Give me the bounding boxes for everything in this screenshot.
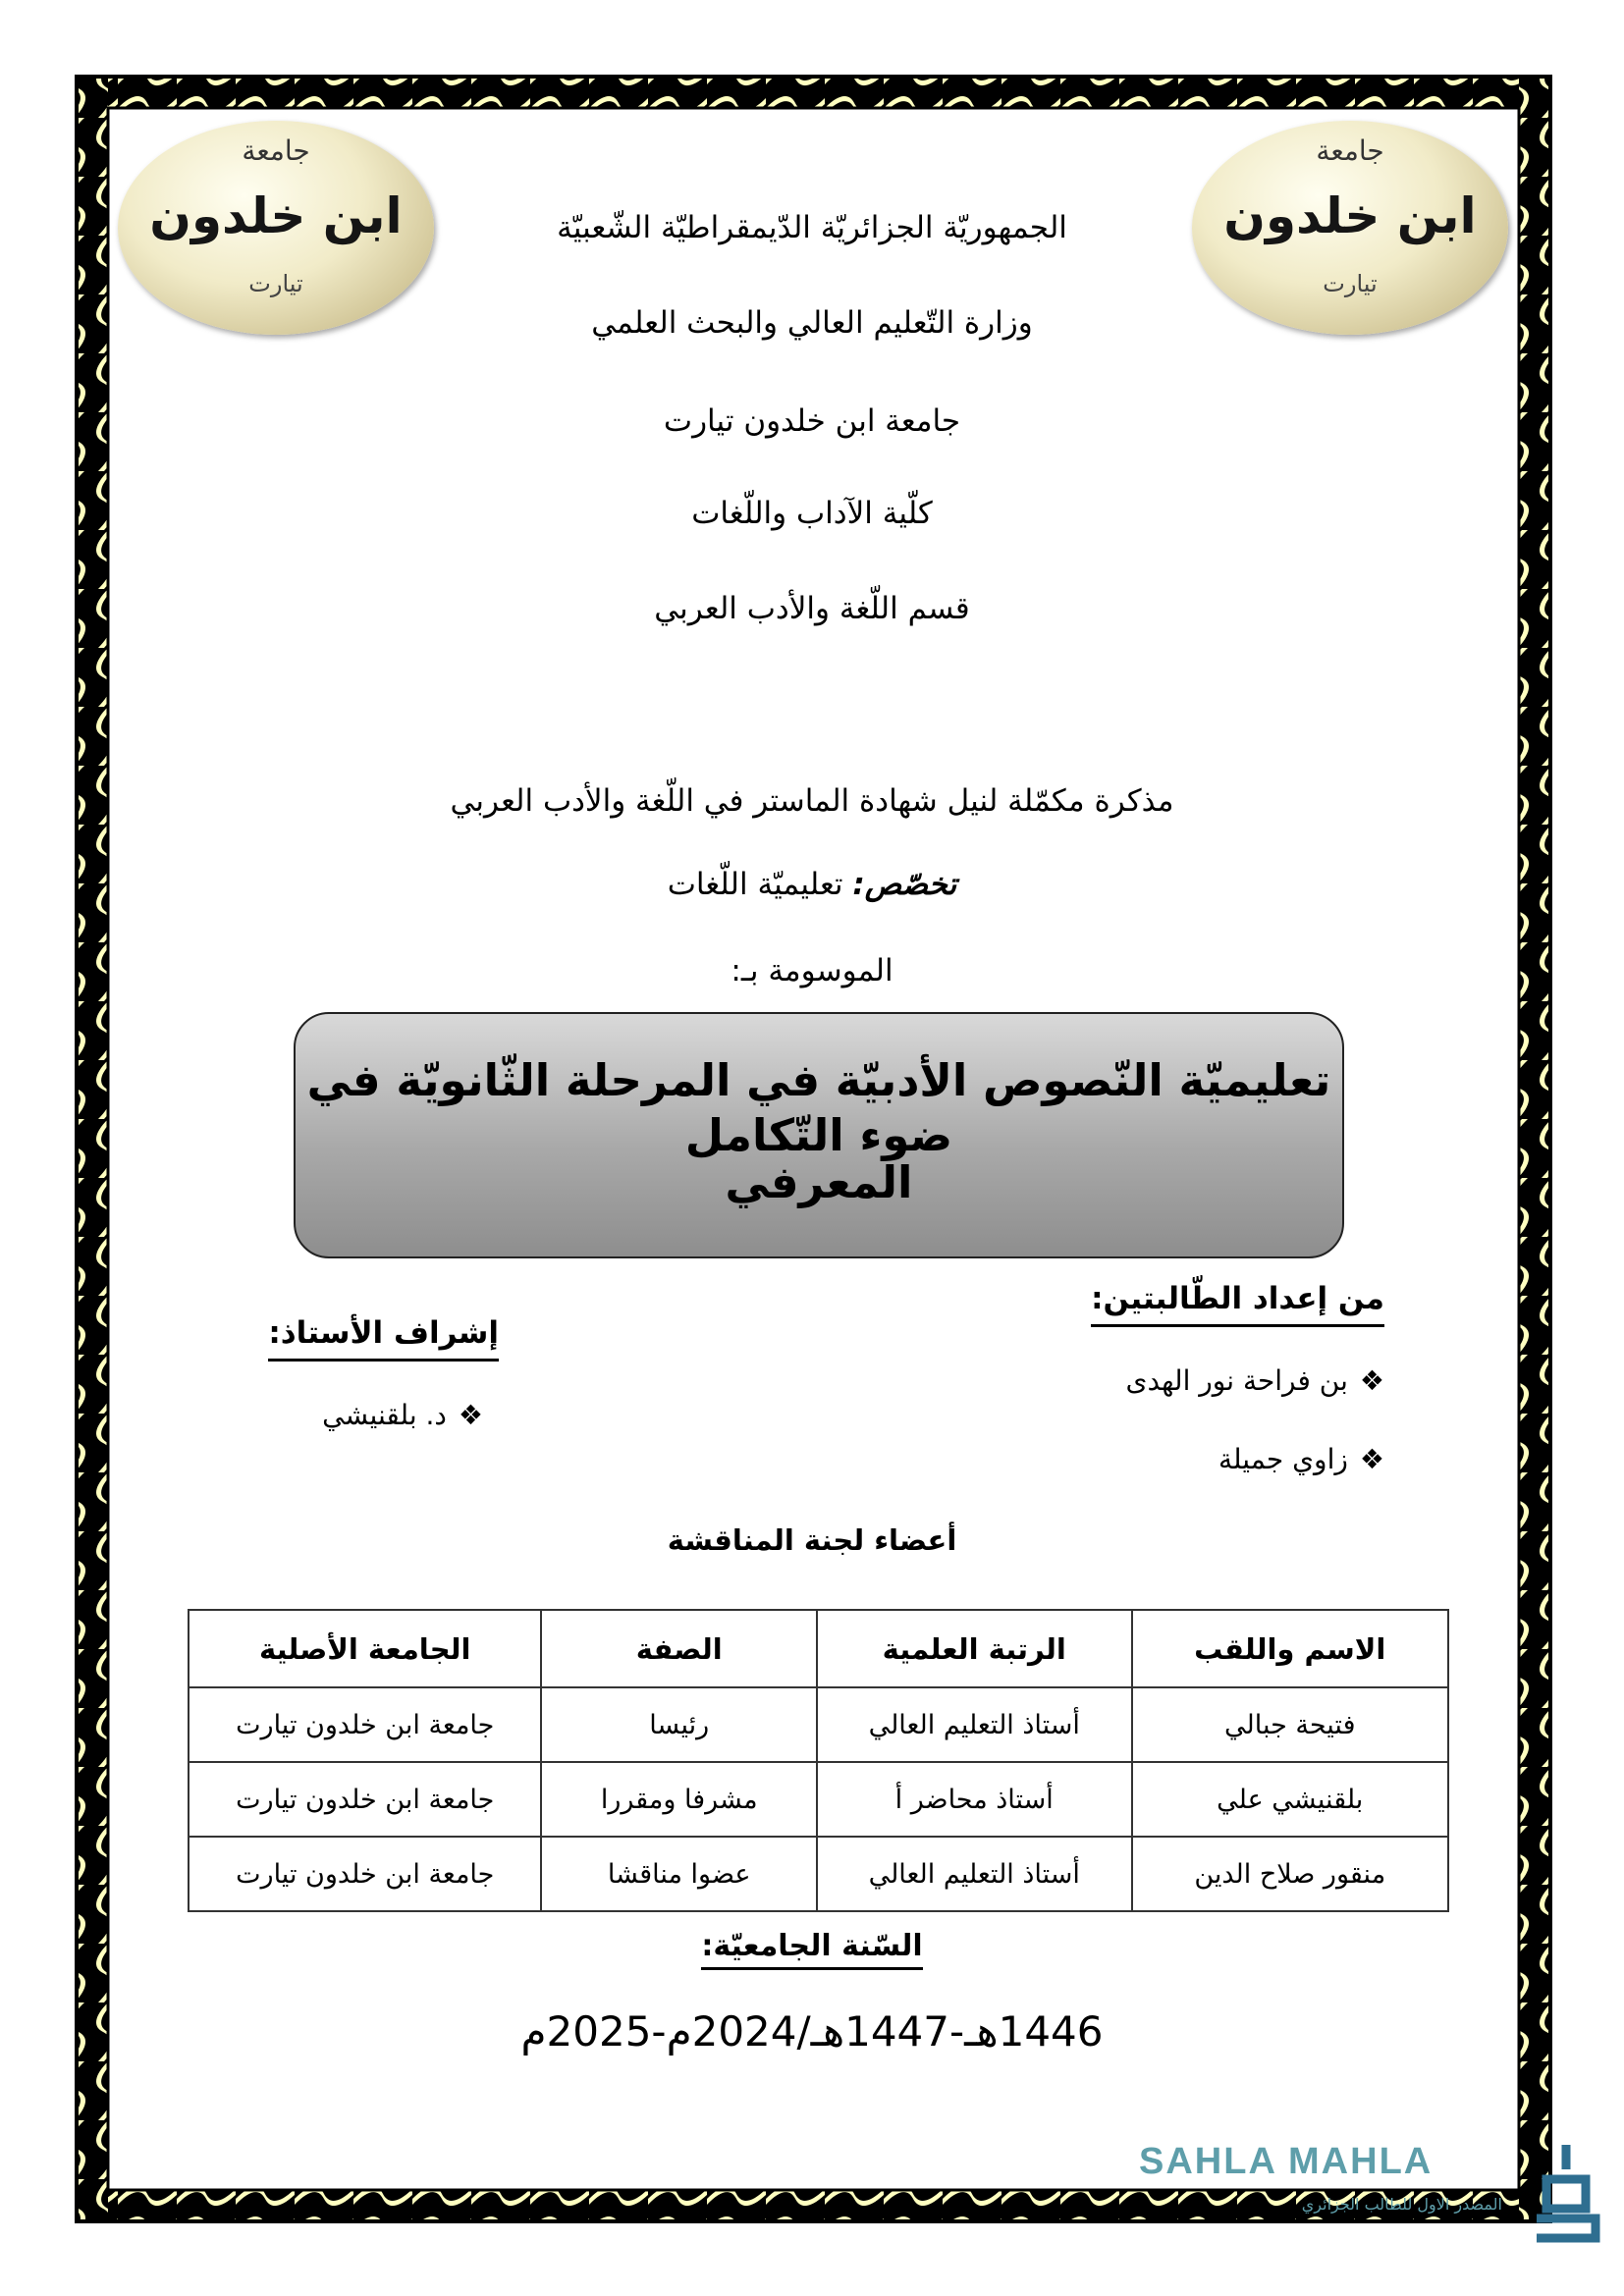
column-header: الرتبة العلمية [817,1610,1132,1687]
bullet-icon: ❖ [1359,1364,1384,1397]
watermark-logo-icon [1527,2140,1605,2248]
logo-text-main: ابن خلدون [149,187,403,244]
header-faculty: كلّية الآداب واللّغات [691,496,933,531]
supervisor-heading: إشراف الأستاذ: [268,1313,499,1362]
member-name: بلقنيشي علي [1132,1762,1449,1837]
student-name-1 [1126,1362,1384,1400]
student-name: زاوي جميلة [1218,1443,1348,1475]
supervisor-name-text: د. بلقنيشي [322,1399,447,1431]
logo-text-top: جامعة [242,134,310,167]
thesis-title-box [294,1012,1344,1258]
supervisor-name [322,1397,483,1434]
student-name: بن فراحة نور الهدى [1125,1364,1348,1397]
academic-year-label: السّنة الجامعيّة: [701,1929,922,1970]
member-role: رئيسا [541,1687,817,1762]
specialty-value: تعليميّة اللّغات [667,867,843,902]
column-header: الاسم واللقب [1132,1610,1449,1687]
titled-label: الموسومة بـ: [731,953,893,988]
watermark-brand: SAHLA MAHLA [1139,2141,1434,2182]
column-header: الصفة [541,1610,817,1687]
specialty-line [0,863,1624,906]
table-row [189,1687,1448,1762]
logo-text-bottom: تيارت [1323,270,1378,297]
header-department: قسم اللّغة والأدب العربي [654,591,970,626]
watermark-tagline: المصدر الاول للطالب الجزائري [1301,2195,1502,2214]
table-row [189,1762,1448,1837]
memo-line: مذكرة مكمّلة لنيل شهادة الماستر في اللّغة والأدب العربي [450,783,1174,819]
committee-table [188,1609,1449,1912]
member-role: عضوا مناقشا [541,1837,817,1911]
member-university: جامعة ابن خلدون تيارت [189,1837,541,1911]
table-header-row [189,1610,1448,1687]
committee-heading: أعضاء لجنة المناقشة [667,1523,957,1557]
academic-year-heading-wrap [0,1924,1624,1968]
academic-year-value: 1446هـ-1447هـ/2024م-2025م [520,2007,1104,2056]
header-republic: الجمهوريّة الجزائريّة الدّيمقراطيّة الشّعبيّة [557,210,1067,245]
thesis-title-line2: المعرفي [725,1156,913,1208]
table-row [189,1837,1448,1911]
member-role: مشرفا ومقررا [541,1762,817,1837]
member-university: جامعة ابن خلدون تيارت [189,1687,541,1762]
member-university: جامعة ابن خلدون تيارت [189,1762,541,1837]
logo-text-main: ابن خلدون [1223,187,1477,244]
students-heading: من إعداد الطّالبتين: [1091,1279,1384,1327]
header-university: جامعة ابن خلدون تيارت [663,403,961,439]
specialty-label: تخصّص: [852,867,957,902]
student-name-2 [1218,1441,1384,1478]
logo-text-top: جامعة [1316,134,1384,167]
column-header: الجامعة الأصلية [189,1610,541,1687]
bullet-icon: ❖ [458,1399,483,1431]
bullet-icon: ❖ [1359,1443,1384,1475]
member-rank: أستاذ التعليم العالي [817,1837,1132,1911]
member-rank: أستاذ التعليم العالي [817,1687,1132,1762]
logo-text-bottom: تيارت [248,270,303,297]
thesis-title-line1: تعليميّة النّصوص الأدبيّة في المرحلة الثّانويّة في ضوء التّكامل [306,1054,1331,1161]
member-name: منقور صلاح الدين [1132,1837,1449,1911]
header-ministry: وزارة التّعليم العالي والبحث العلمي [591,305,1033,341]
member-rank: أستاذ محاضر أ [817,1762,1132,1837]
member-name: فتيحة جبالي [1132,1687,1449,1762]
